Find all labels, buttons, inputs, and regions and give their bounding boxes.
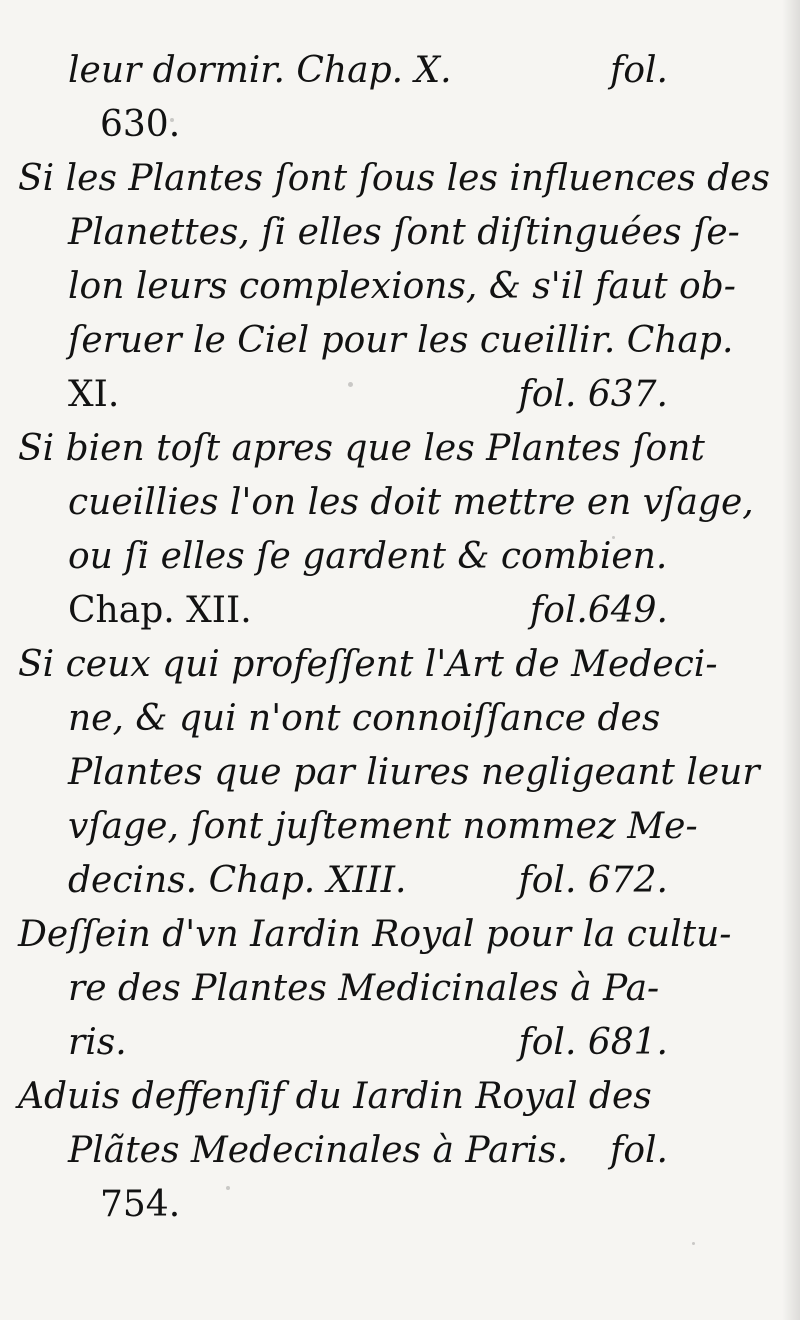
toc-entry-4-line-1: Si ceux qui profeſſent l'Art de Medeci- (18, 644, 718, 685)
toc-entry-6-line-3: 754. (100, 1184, 181, 1225)
toc-entry-3-line-1: Si bien toſt apres que les Plantes ſont (18, 428, 705, 469)
toc-entry-3-folio: fol.649. (529, 590, 668, 631)
toc-entry-2-line-1: Si les Plantes ſont ſous les influences des (18, 158, 770, 199)
toc-entry-2-folio: fol. 637. (518, 374, 668, 415)
toc-entry-5-line-2: re des Plantes Medicinales à Pa- (68, 968, 660, 1009)
toc-entry-1-line-2: 630. (100, 104, 181, 145)
toc-entry-3-line-2: cueillies l'on les doit mettre en vſage, (68, 482, 754, 523)
toc-entry-2-line-2: Planettes, ſi elles ſont diſtinguées ſe- (68, 212, 740, 253)
toc-entry-4-line-4: vſage, ſont juſtement nommez Me- (68, 806, 698, 847)
toc-entry-6-line-1: Aduis deffenſif du Iardin Royal des (18, 1076, 652, 1117)
toc-entry-3-line-3: ou ſi elles ſe gardent & combien. (68, 536, 668, 577)
toc-entry-4-folio: fol. 672. (518, 860, 668, 901)
toc-entry-2-line-5: XI. (68, 374, 120, 415)
toc-entry-2-line-4: ſeruer le Ciel pour les cueillir. Chap. (68, 320, 734, 361)
toc-entry-6-folio: fol. (610, 1130, 668, 1171)
toc-entry-4-line-5: decins. Chap. XIII. (68, 860, 407, 901)
toc-entry-2-line-3: lon leurs complexions, & s'il faut ob- (68, 266, 736, 307)
toc-entry-1-folio: fol. (610, 50, 668, 91)
toc-entry-1-line-1: leur dormir. Chap. X. (68, 50, 452, 91)
toc-entry-6-line-2: Plãtes Medecinales à Paris. (68, 1130, 569, 1171)
toc-entry-5-line-3: ris. (68, 1022, 127, 1063)
toc-entry-3-line-4: Chap. XII. (68, 590, 252, 631)
toc-entry-4-line-2: ne, & qui n'ont connoiſſance des (68, 698, 661, 739)
toc-entry-5-line-1: Deſſein d'vn Iardin Royal pour la cultu- (18, 914, 732, 955)
toc-entry-5-folio: fol. 681. (518, 1022, 668, 1063)
toc-entry-4-line-3: Plantes que par liures negligeant leur (68, 752, 760, 793)
